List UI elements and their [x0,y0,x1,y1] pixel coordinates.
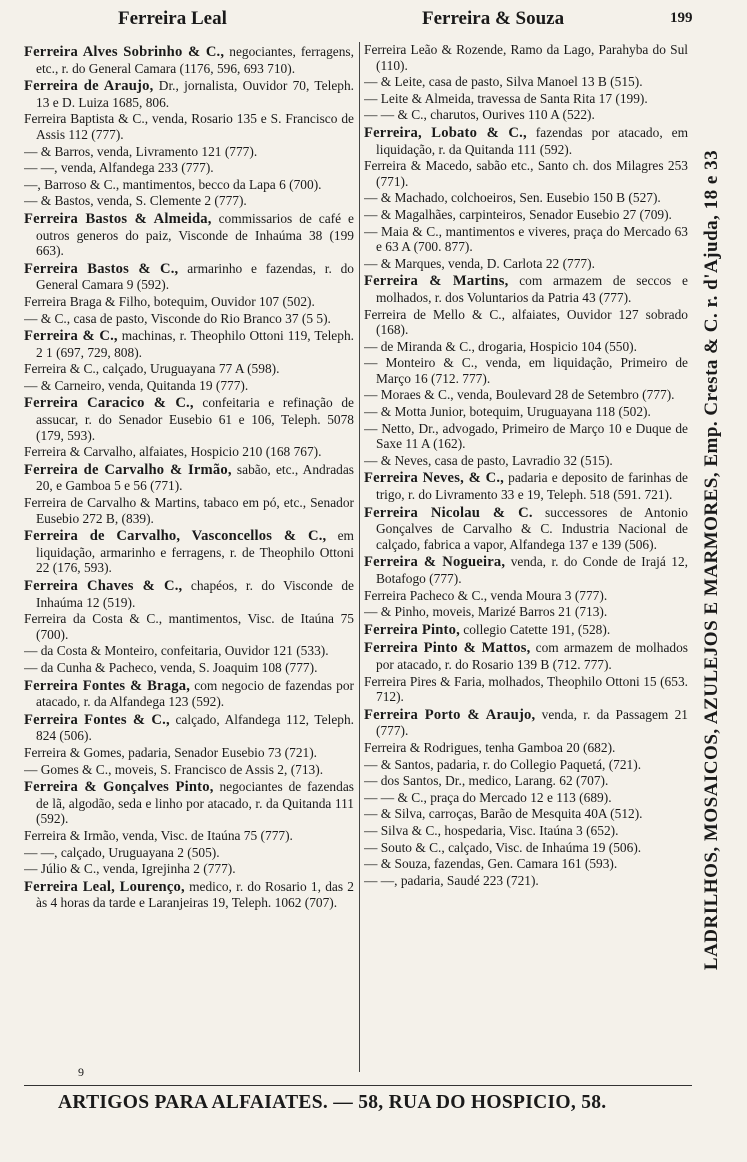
entry-details: — & Machado, colchoeiros, Sen. Eusebio 150 B (527). [364,190,661,206]
directory-entry [364,190,688,206]
entry-name: Ferreira Pinto & Mattos, [364,640,531,657]
entry-details: venda, r. do Conde de Irajá 12, Botafogo (777). [376,554,688,586]
entry-details: commissarios de café e outros generos do paiz, Visconde de Inhaúma 38 (199 663). [36,210,354,259]
directory-entry [364,158,688,189]
entry-details: Ferreira Pacheco & C., venda Moura 3 (777). [364,587,608,603]
directory-entry [364,588,688,604]
footer-advertisement: ARTIGOS PARA ALFAIATES. — 58, RUA DO HOSPICIO, 58. [58,1092,607,1113]
signature-mark: 9 [78,1065,84,1079]
entry-details: Ferreira Pires & Faria, molhados, Theophilo Ottoni 15 (653. 712). [364,673,688,705]
directory-entry [364,856,688,872]
entry-name: Ferreira & C., [24,328,118,345]
entry-details: com negocio de fazendas por atacado, r. da Alfandega 123 (592). [36,677,354,710]
entry-details: — & C., casa de pasto, Visconde do Rio Branco 37 (5 5). [24,310,331,326]
entry-details: — Souto & C., calçado, Visc. de Inhaúma 19 (506). [364,839,642,855]
entry-details: — & Leite, casa de pasto, Silva Manoel 13 B (515). [364,74,643,90]
entry-details: negociantes de fazendas de lã, algodão, seda e linho por atacado, r. da Quitanda 111 (592). [36,779,354,827]
entry-name: Ferreira & Gonçalves Pinto, [24,779,214,796]
directory-entry [364,107,688,123]
directory-entry [364,773,688,789]
directory-entry [24,879,354,911]
directory-entry [24,712,354,744]
directory-entry [364,273,688,305]
directory-entry [364,421,688,452]
directory-entry [364,355,688,386]
entry-details: padaria e deposito de farinhas de trigo, r. do Livramento 33 e 19, Teleph. 518 (591. 721). [376,470,688,503]
entry-name: Ferreira Alves Sobrinho & C., [24,44,225,60]
directory-entry [364,740,688,756]
directory-entry [364,387,688,403]
directory-entry [24,144,354,160]
directory-entry [364,74,688,90]
directory-entry [364,873,688,889]
entry-name: Ferreira Chaves & C., [24,578,183,594]
directory-entry [364,42,688,73]
directory-entry [24,311,354,327]
entry-details: — —, calçado, Uruguayana 2 (505). [24,844,220,860]
directory-entry [24,160,354,176]
directory-entry [24,762,354,778]
entry-name: Ferreira Bastos & Almeida, [24,210,212,227]
entry-details: — & Carneiro, venda, Quitanda 19 (777). [24,377,249,393]
directory-entry [364,307,688,338]
entry-details: Dr., jornalista, Ouvidor 70, Teleph. 13 e D. Luiza 1685, 806. [36,78,354,110]
directory-entry [364,339,688,355]
directory-entry [24,361,354,377]
directory-entry [24,193,354,209]
entry-details: Ferreira & Carvalho, alfaiates, Hospicio 210 (168 767). [24,444,322,460]
entry-details: — & Barros, venda, Livramento 121 (777). [24,143,258,159]
directory-entry [24,261,354,293]
entry-details: Ferreira Braga & Filho, botequim, Ouvidor 107 (502). [24,293,315,309]
entry-details: — Netto, Dr., advogado, Primeiro de Março 10 e Duque de Saxe 11 A (162). [364,420,688,452]
entry-name: Ferreira, Lobato & C., [364,124,527,141]
entry-name: Ferreira Nicolau & C. [364,504,533,521]
directory-entry [364,757,688,773]
entry-details: — da Cunha & Pacheco, venda, S. Joaquim 108 (777). [24,659,318,675]
directory-entry [364,790,688,806]
entry-details: — Leite & Almeida, travessa de Santa Rita 17 (199). [364,90,648,106]
directory-entry [364,622,688,639]
directory-entry [364,256,688,272]
entry-details: — — & C., charutos, Ourives 110 A (522). [364,107,595,123]
directory-entry [364,91,688,107]
side-advertisement [692,30,732,1090]
directory-entry [24,211,354,259]
entry-details: fazendas por atacado, em liquidação, r. da Quitanda 111 (592). [376,124,688,157]
directory-entry [24,828,354,844]
entry-details: — dos Santos, Dr., medico, Larang. 62 (707). [364,773,609,789]
entry-details: Ferreira da Costa & C., mantimentos, Visc. de Itaúna 75 (700). [24,611,354,642]
entry-details: armarinho e fazendas, r. do General Camara 9 (592). [36,260,354,293]
entry-details: — —, venda, Alfandega 233 (777). [24,160,214,176]
entry-details: Ferreira de Mello & C., alfaiates, Ouvidor 127 sobrado (168). [364,306,688,338]
directory-entry [364,505,688,553]
entry-name: Ferreira & Nogueira, [364,554,506,571]
directory-entry [24,378,354,394]
directory-entry [24,462,354,494]
directory-entry [364,224,688,255]
entry-details: Ferreira & Irmão, venda, Visc. de Itaúna 75 (777). [24,827,293,843]
entry-name: Ferreira Bastos & C., [24,260,179,277]
directory-entry [24,745,354,761]
directory-entry [24,578,354,610]
directory-entry [24,328,354,360]
entry-details: — & Neves, casa de pasto, Lavradio 32 (515). [364,452,613,468]
entry-name: Ferreira Caracico & C., [24,395,194,412]
directory-entry [24,660,354,676]
entry-details: com armazem de molhados por atacado, r. do Rosario 139 B (712. 777). [376,640,688,672]
entry-details: — —, padaria, Saudé 223 (721). [364,872,539,888]
directory-entry [364,554,688,586]
entry-name: Ferreira Fontes & C., [24,711,170,728]
entry-details: — de Miranda & C., drogaria, Hospicio 104 (550). [364,338,637,354]
entry-name: Ferreira Leal, Lourenço, [24,878,185,895]
entry-details: Ferreira & C., calçado, Uruguayana 77 A (598). [24,361,280,377]
entry-details: Ferreira & Rodrigues, tenha Gamboa 20 (682). [364,739,616,755]
entry-details: medico, r. do Rosario 1, das 2 às 4 horas da tarde e Laranjeiras 19, Teleph. 1062 (707). [36,878,354,911]
directory-entry [24,44,354,76]
directory-entry [24,528,354,576]
entry-details: Ferreira Leão & Rozende, Ramo da Lago, Parahyba do Sul (110). [364,42,688,73]
directory-entry [364,674,688,705]
entry-name: Ferreira Porto & Araujo, [364,706,536,723]
header-right: Ferreira & Souza [422,8,565,29]
entry-details: — Júlio & C., venda, Igrejinha 2 (777). [24,861,236,877]
entry-details: — & Motta Junior, botequim, Uruguayana 118 (502). [364,404,651,420]
entry-details: — Maia & C., mantimentos e viveres, praça do Mercado 63 e 63 A (700. 877). [364,223,688,255]
entry-name: Ferreira Neves, & C., [364,470,505,487]
directory-entry [24,111,354,142]
directory-entry [364,207,688,223]
entry-details: — & Santos, padaria, r. do Collegio Paquetá, (721). [364,756,642,772]
directory-entry [24,861,354,877]
entry-details: — Moraes & C., venda, Boulevard 28 de Setembro (777). [364,387,675,403]
directory-entry [24,611,354,642]
entry-details: — da Costa & Monteiro, confeitaria, Ouvidor 121 (533). [24,643,329,659]
entry-details: com armazem de seccos e molhados, r. dos Voluntarios da Patria 43 (777). [376,273,688,305]
entry-name: Ferreira Pinto, [364,621,460,638]
directory-entry [24,444,354,460]
header-left: Ferreira Leal [118,8,227,29]
entry-details: collegio Catette 191, (528). [459,621,611,637]
entry-details: — & Silva, carroças, Barão de Mesquita 40A (512). [364,806,643,822]
directory-entry [24,78,354,110]
entry-details: negociantes, ferragens, etc., r. do General Camara (1176, 596, 693 710). [36,44,354,76]
entry-details: chapéos, r. do Visconde de Inhaúma 12 (519). [36,578,354,610]
entry-name: Ferreira de Carvalho, Vasconcellos & C., [24,528,327,545]
entry-details: — Gomes & C., moveis, S. Francisco de Assis 2, (713). [24,761,324,777]
entry-name: Ferreira Fontes & Braga, [24,677,191,694]
entry-details: — — & C., praça do Mercado 12 e 113 (689). [364,789,612,805]
side-advertisement-text: LADRILHOS, MOSAICOS, AZULEJOS E MARMORES, Emp. Cresta & C. r. d'Ajuda, 18 e 33 [701,149,722,971]
directory-entry [364,125,688,157]
directory-entry [364,840,688,856]
entry-details: machinas, r. Theophilo Ottoni 119, Teleph. 2 1 (697, 729, 808). [36,328,354,360]
entry-details: — & Magalhães, carpinteiros, Senador Eusebio 27 (709). [364,206,672,222]
directory-entry [24,643,354,659]
directory-entry [364,470,688,502]
entry-details: —, Barroso & C., mantimentos, becco da Lapa 6 (700). [24,176,322,192]
directory-entry [364,640,688,672]
entry-details: sabão, etc., Andradas 20, e Gamboa 5 e 56 (771). [36,461,354,494]
entry-details: Ferreira de Carvalho & Martins, tabaco em pó, etc., Senador Eusebio 272 B, (839). [24,495,354,526]
entry-details: Ferreira & Macedo, sabão etc., Santo ch. dos Milagres 253 (771). [364,158,688,189]
directory-entry [364,707,688,739]
directory-entry [24,779,354,827]
directory-entry [24,395,354,443]
directory-entry [364,453,688,469]
entry-details: — & Souza, fazendas, Gen. Camara 161 (593). [364,856,618,872]
entry-details: — & Pinho, moveis, Marizé Barros 21 (713). [364,604,608,620]
directory-entry [364,806,688,822]
directory-entry [364,823,688,839]
entry-details: em liquidação, armarinho e ferragens, r. de Theophilo Ottoni 22 (176, 593). [36,528,354,576]
entry-details: — & Marques, venda, D. Carlota 22 (777). [364,255,595,271]
directory-entry [24,845,354,861]
entry-details: venda, r. da Passagem 21 (777). [376,706,688,739]
header-page-number: 199 [670,10,693,26]
directory-entry [364,404,688,420]
entry-details: — Monteiro & C., venda, em liquidação, Primeiro de Março 16 (712. 777). [364,355,688,386]
entry-details: — & Bastos, venda, S. Clemente 2 (777). [24,193,247,209]
entry-details: Ferreira & Gomes, padaria, Senador Eusebio 73 (721). [24,744,318,760]
right-column [364,42,688,1062]
entry-details: Ferreira Baptista & C., venda, Rosario 135 e S. Francisco de Assis 112 (777). [24,111,354,142]
running-header [30,6,720,32]
entry-name: Ferreira & Martins, [364,273,509,290]
directory-entry [24,294,354,310]
entry-name: Ferreira de Araujo, [24,78,154,95]
entry-details: — Silva & C., hospedaria, Visc. Itaúna 3 (652). [364,822,619,838]
directory-entry [364,604,688,620]
directory-entry [24,495,354,526]
entry-details: confeitaria e refinação de assucar, r. do Senador Eusebio 61 e 106, Teleph. 5078 (179, 593). [36,395,354,443]
directory-entry [24,678,354,710]
entry-name: Ferreira de Carvalho & Irmão, [24,461,232,478]
footer-rule [24,1085,692,1086]
left-column [24,42,354,1062]
entry-details: calçado, Alfandega 112, Teleph. 824 (506). [36,711,354,744]
column-divider [359,42,360,1072]
entry-details: successores de Antonio Gonçalves de Carvalho & C. Industria Nacional de calçado, fabrica a vapor, Alfandega 137 e 139 (506). [376,504,688,552]
directory-entry [24,177,354,193]
